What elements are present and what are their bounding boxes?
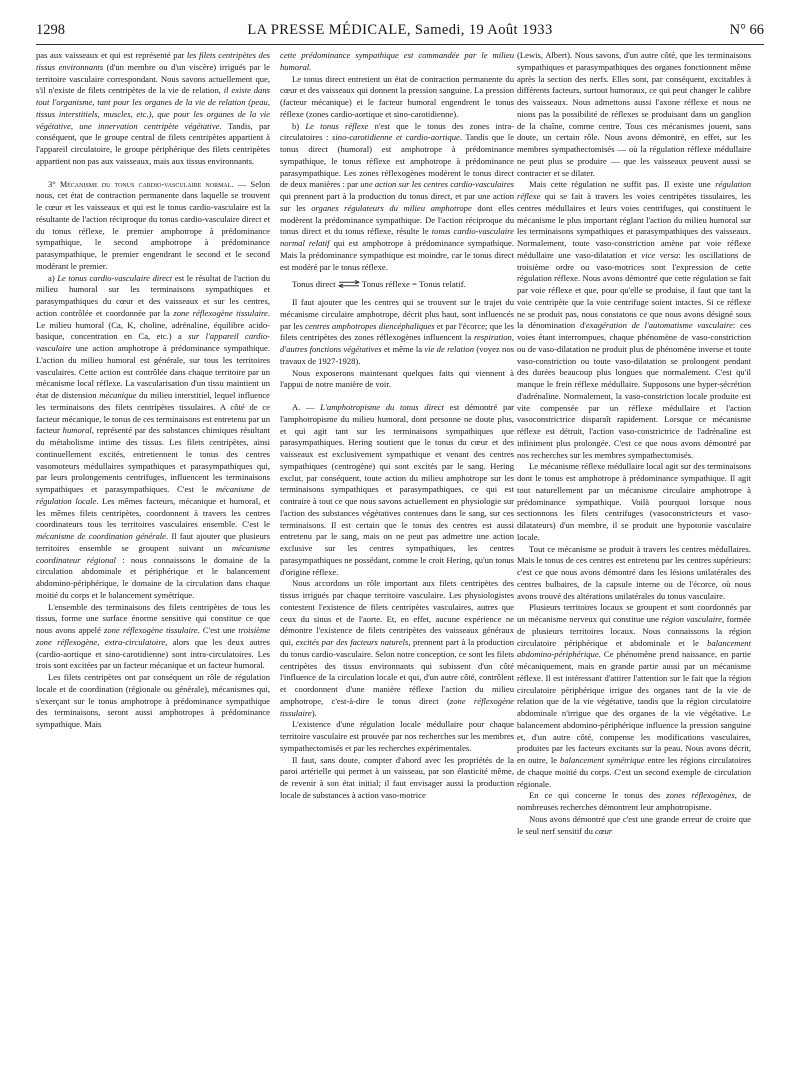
paragraph: Nous exposerons maintenant quelques faits qui viennent à l'appui de notre manière de voir. [280, 367, 514, 390]
column-left [36, 50, 270, 1070]
paragraph: L'ensemble des terminaisons des filets centripètes de tous les tissus, forme une surface énorme sensitive qui constitue ce que nous avons appelé zone réflexogène tissulaire. C'est une troisième zone réflexogène, extra-circulatoire, alors que les deux autres (cardio-aortique et sino-carotidienne) sont intra-circulatoires. Les trois sont excitées par un facteur mécanique et un facteur humoral. [36, 601, 270, 671]
paragraph: Tout ce mécanisme se produit à travers les centres médullaires. Mais le tonus de ces centres est entretenu par les centres supérieurs: c'est ce que nous avons démontré dans les lésions unilatérales des centres bulbaires, de la capsule interne ou de l'écorce, où nous avons trouvé des altérations unilatérales du tonus vasculaire. [517, 543, 751, 601]
issue-number: N° 66 [729, 22, 764, 38]
paragraph: Les filets centripètes ont par conséquent un rôle de régulation locale et de coordination (régionale ou générale), mécanismes qui, s'exerçant sur le tonus amphotrope à prédominance sympathique des terminaisons, seront aussi amphotropes à prédominance sympathique. Mais [36, 672, 270, 729]
paragraph: Il faut ajouter que les centres qui se trouvent sur le trajet du mécanisme circulaire amphotrope, décrit plus haut, sont influencés par les centres amphotropes diencéphaliques et par l'écorce; que les filets centripètes des zones réflexogènes influencent la respiration, d'autres fonctions végétatives et même la vie de relation (voyez nos travaux de 1927-1928). [280, 297, 514, 366]
paragraph: (Lewis, Albert). Nous savons, d'un autre côté, que les terminaisons sympathiques et parasympathiques des organes fonctionnent même après la section des nerfs. Elles sont, par conséquent, excitables à différents facteurs, surtout humoraux, ce qui peut changer le calibre des vaisseaux. Nous admettons aussi l'axone réflexe et nous ne nions pas la possibilité de réflexes se produisant dans un ganglion de la chaîne, comme centre. Tous ces mécanismes jouent, sans doute, un certain rôle. Nous avons démontré, en effet, sur les membres sympathectomisés — où la régulation réflexe médullaire ne peut plus se produire — que les vaisseaux peuvent aussi se contracter et se dilater. [517, 50, 751, 178]
paragraph: Nous avons démontré que c'est une grande erreur de croire que le seul nerf sensitif du cœur [517, 813, 751, 836]
paragraph: Le tonus direct entretient un état de contraction permanente du cœur et des vaisseaux qui donnent la pression sanguine. La pression (facteur mécanique) et le facteur humoral engendrent le tonus réflexe (zones cardio-aortique et sino-carotidienne). [280, 73, 514, 119]
formula-right: Tonus réflexe = Tonus relatif. [361, 279, 466, 290]
paragraph: Il faut, sans doute, compter d'abord avec les propriétés de la paroi artérielle qui permet à un vaisseau, par son élasticité même, de revenir à son état initial; il faut envisager aussi la production locale de substances à action vaso-motrice [280, 754, 514, 800]
page-header [36, 22, 764, 42]
formula-left: Tonus direct [292, 279, 336, 290]
paragraph: A. — L'amphotropisme du tonus direct est démontré par l'amphotropisme du milieu humoral, dont personne ne doute plus, et qui agit tant sur les terminaisons sympathiques que parasympathiques. Hering soutient que le tonus du cœur et des vaisseaux est exclusivement sympathique et venant des centres sympathiques (centrogène) qui sont excités par le sang. Hering exclut, par conséquent, toute action du milieu amphotrope sur les terminaisons sympathiques et parasympathiques, ce qui est contraire à tout ce que nous savons actuellement en physiologie sur l'action des substances végétatives contenues dans le sang, sur ces terminaisons. Il est certain que le tonus des centres est aussi entretenu par le sang, mais on ne peut pas admettre une action exclusive sur les centres sympathiques, les centres parasympathiques ne possédant, comme le croit Hering, qu'un tonus d'origine réflexe. [280, 402, 514, 577]
paragraph: En ce qui concerne le tonus des zones réflexogènes, de nombreuses recherches démontrent leur amphotropisme. [517, 790, 751, 812]
reciprocal-arrows-icon [338, 280, 360, 288]
paragraph: b) Le tonus réflexe n'est que le tonus des zones intra-circulatoires : sino-carotidienne et cardio-aortique. Tandis que le tonus direct (humoral) est amphotrope à prédominance sympathique, le tonus réflexe est amphotrope à prédominance parasympathique. Les zones réflexogènes modèrent le tonus direct de deux manières : par une action sur les centres cardio-vasculaires qui prennent part à la production du tonus direct, et par une action sur les organes régulateurs du milieu amphotrope dont elles modèrent la prédominance sympathique. De l'action réciproque du tonus direct et du tonus réflexe, résulte le tonus cardio-vasculaire normal relatif qui est amphotrope à prédominance sympathique. Mais la prédominance sympathique est moindre, car le tonus direct est modéré par le tonus réflexe. [280, 120, 514, 272]
paragraph: cette prédominance sympathique est commandée par le milieu humoral. [280, 50, 514, 72]
paragraph: Plusieurs territoires locaux se groupent et sont coordonnés par un mécanisme nerveux qui constitue une région vasculaire, formée de plusieurs territoires locaux. Nous connaissons la région circulatoire périphérique et abdominale et le balancement abdomino-périphérique. Ce phénomène prend naissance, en partie mécaniquement, mais en grande partie aussi par un mécanisme réflexe. Il est intéressant d'attirer l'attention sur le fait que la région circulatoire périphérique irrigue des organes tant de la vie de relation que de la vie végétative, tandis que la région circulatoire abdominale n'irrigue que des organes de la vie végétative. Le balancement abdomino-périphérique influence la pression sanguine et, d'un autre côté, compense les modifications vasculaires, produites par les facteurs excitants sur la peau. Nous avons décrit, en outre, le balancement symétrique entre les régions circulatoires de chaque moitié du corps. C'est un second exemple de circulation régionale. [517, 602, 751, 789]
paragraph: a) Le tonus cardio-vasculaire direct est le résultat de l'action du milieu humoral sur les terminaisons sympathiques et parasympathiques du cœur et des vaisseaux et sur les centres, action contrôlée et coordonnée par la zone réflexogène tissulaire. Le milieu humoral (Ca, K, choline, adrénaline, équilibre acido-basique, concentration en Ca, etc.) a sur l'appareil cardio-vasculaire une action amphotrope à prédominance sympathique. L'action du milieu humoral est générale, sur tous les territoires vasculaires. Cette action est contrôlée dans chaque territoire par un mécanisme local réflexe. La vascularisation d'un tissu maintient un état de distension mécanique du milieu interstitiel, lequel influence les terminaisons des filets centripètes tissulaires. A côté de ce facteur mécanique, le tonus de ces terminaisons est entretenu par un facteur humoral, représenté par des substances chimiques résultant du métabolisme intime des tissus. Les filets centripètes, ainsi continuellement excités, entretiennent le tonus des centres vasomoteurs médullaires sympathiques et parasympathiques qui, par leurs prolongements centrifuges, influencent les terminaisons sympathiques et parasympathiques. C'est le mécanisme de régulation locale. Les mêmes facteurs, mécanique et humoral, et les mêmes filets centripètes, coordonnent à travers les centres coordinateurs tous les territoires vasculaires ensemble. C'est le mécanisme de coordination générale. Il faut ajouter que plusieurs territoires ensemble se groupent suivant un mécanisme coordinateur régional : nous connaissons le domaine de la circulation abdominale et périphérique et le balancement abdomino-périphérique, le domaine de la circulation dans chaque moitié du corps et le balancement symétrique. [36, 272, 270, 600]
paragraph: 3° Mécanisme du tonus cardio-vasculaire normal. — Selon nous, cet état de contraction permanente dans laquelle se trouvent le cœur et les vaisseaux et qui est le tonus cardio-vasculaire est la résultante de l'action réciproque du tonus cardio-vasculaire direct et du tonus réflexe, le premier amphotrope à prédominance sympathique, le second amphotrope à prédominance parasympathique, le premier engendrant le second et le second modérant le premier. [36, 178, 270, 271]
tonus-formula [292, 279, 514, 291]
paragraph: Nous accordons un rôle important aux filets centripètes des tissus irrigués par chaque territoire vasculaire. Les physiologistes contestent l'existence de filets centripètes vasculaires, autres que ceux du sinus et de l'aorte. Et, en effet, aucune expérience ne démontre l'existence de filets centripètes des vaisseaux généraux qui, excités par des facteurs naturels, prennent part à la production du tonus cardio-vasculaire. Selon notre conception, ce sont les filets centripètes des tissus environnants qui subissent d'un côté l'influence de la circulation locale et qui, d'un autre côté, contrôlent et coordonnent d'une manière réflexe l'action du milieu amphotrope, c'est-à-dire le tonus direct (zone réflexogène tissulaire). [280, 578, 514, 718]
page-number: 1298 [36, 22, 65, 38]
journal-title: LA PRESSE MÉDICALE, Samedi, 19 Août 1933 [247, 22, 553, 38]
paragraph: L'existence d'une régulation locale médullaire pour chaque territoire vasculaire est prouvée par nos recherches sur les membres sympathectomisés et par les recherches expérimentales. [280, 719, 514, 753]
column-right [517, 50, 751, 1070]
paragraph: Mais cette régulation ne suffit pas. Il existe une régulation réflexe qui se fait à travers les voies centripètes tissulaires, les centres médullaires et leurs voies centrifuges, qui constituent le mécanisme le plus important réglant l'action du milieu humoral sur les terminaisons sympathiques et parasympathiques des vaisseaux. Normalement, toute vaso-constriction amène par voie réflexe médullaire une vaso-dilatation et vice versa: les oscillations de troisième ordre ou vaso-motrices sont l'expression de cette régulation réflexe. Nous avons démontré que cette régulation se fait par voie réflexe et que, pour qu'elle se produise, il faut que tant la voie centripète que la voie centrifuge soient intactes. Si ce réflexe ne se produit pas, nous constatons ce que nous avons désigné sous la dénomination d'exagération de l'automatisme vasculaire: ces voies étant interrompues, chaque phénomène de vaso-constriction ou de vaso-dilatation ne produit plus de phénomène inverse et toute vaso-constriction ou toute vaso-dilatation se prolongent pendant des durées beaucoup plus longues que normalement. C'est qu'il manque le frein réflexe médullaire. Supposons une hyper-sécrétion d'adrénaline. Normalement, la vaso-constriction locale produite est vite compensée par un réflexe médullaire et l'action vasoconstrictrice disparaît rapidement. Lorsque ce mécanisme réflexe est détruit, l'action vaso-constrictrice de l'adrénaline est infiniment plus prolongée. C'est ce que nous avons démontré par nos recherches sur les membres sympathectomisés. [517, 179, 751, 460]
header-rule [36, 44, 764, 45]
column-middle [280, 50, 514, 1070]
paragraph: Le mécanisme réflexe médullaire local agit sur des terminaisons dont le tonus est amphotrope à prédominance sympathique. Il agit tout naturellement par un mécanisme circulaire amphotrope à prédominance sympathique. Voilà pourquoi lorsque nous sectionnons les filets centrifuges (vasoconstricteurs et vaso-dilatateurs) d'un membre, il se produit une hypotonie vasculaire locale. [517, 461, 751, 542]
paragraph: pas aux vaisseaux et qui est représenté par les filets centripètes des tissus environnants (d'un membre ou d'un viscère) irrigués par le territoire vasculaire correspondant. Nous savons actuellement que, s'il n'existe de filets centripètes de la vie de relation, il existe dans tout l'organisme, tant pour les organes de la vie de relation (peau, tissus interstitiels, muscles, etc.), que pour les organes de la vie végétative, une innervation centripète végétative. Tandis, par conséquent, que le groupe central de filets centripètes appartient à l'appareil circulatoire, le groupe périphérique des filets centripètes appartient non pas aux vaisseaux, mais aux tissus environnants. [36, 50, 270, 166]
